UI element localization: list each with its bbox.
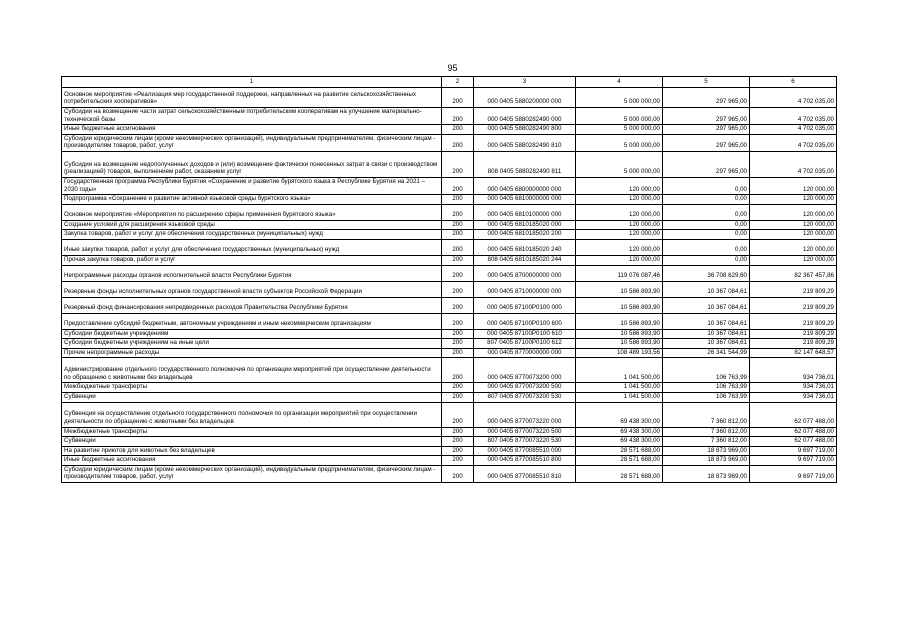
- table-row: [62, 465, 837, 482]
- row-unexecuted-cell: 934 736,01: [750, 358, 837, 383]
- row-approved-cell: 10 586 893,90: [576, 297, 663, 313]
- row-unexecuted-cell: 219 809,29: [750, 297, 837, 313]
- row-name-cell: Прочая закупка товаров, работ и услуг: [62, 255, 442, 265]
- row-unexecuted-cell: 219 809,29: [750, 339, 837, 349]
- row-executed-cell: 0,00: [663, 204, 750, 220]
- row-executed-cell: 10 367 084,61: [663, 329, 750, 339]
- row-name-cell: Субвенция на осуществление отдельного государственного полномочия по организации мероприятий при осуществлении деятельности по обращению с животными без владельцев: [62, 402, 442, 427]
- row-line-code-cell: 200: [442, 151, 474, 177]
- row-line-code-cell: 200: [442, 125, 474, 135]
- row-line-code-cell: 200: [442, 383, 474, 393]
- row-unexecuted-cell: 219 809,29: [750, 281, 837, 297]
- table-row: [62, 177, 837, 194]
- row-executed-cell: 7 360 812,00: [663, 402, 750, 427]
- row-name-cell: Межбюджетные трансферты: [62, 383, 442, 393]
- table-row: [62, 134, 837, 151]
- row-unexecuted-cell: 120 000,00: [750, 177, 837, 194]
- row-budget-code-cell: 000 0405 5880200000 000: [474, 88, 576, 108]
- row-line-code-cell: 200: [442, 348, 474, 358]
- row-name-cell: Создание условий для расширения языковой среды: [62, 220, 442, 230]
- row-executed-cell: 297 965,00: [663, 125, 750, 135]
- table-row: [62, 446, 837, 456]
- row-executed-cell: 10 367 084,61: [663, 313, 750, 329]
- table-row: [62, 265, 837, 281]
- row-budget-code-cell: 000 0405 8770085510 000: [474, 446, 576, 456]
- table-row: [62, 392, 837, 402]
- row-budget-code-cell: 000 0405 6810185020 000: [474, 220, 576, 230]
- row-approved-cell: 5 000 000,00: [576, 88, 663, 108]
- row-executed-cell: 10 367 084,61: [663, 281, 750, 297]
- row-unexecuted-cell: 82 367 457,86: [750, 265, 837, 281]
- row-name-cell: Субсидии на возмещение части затрат сельскохозяйственным потребительским кооперативам на улучшение материально-технической базы: [62, 108, 442, 125]
- row-line-code-cell: 200: [442, 220, 474, 230]
- row-approved-cell: 28 571 688,00: [576, 456, 663, 466]
- row-approved-cell: 10 586 893,90: [576, 329, 663, 339]
- row-executed-cell: 7 360 812,00: [663, 437, 750, 447]
- row-line-code-cell: 200: [442, 437, 474, 447]
- row-budget-code-cell: 000 0405 8770073220 000: [474, 402, 576, 427]
- table-row: [62, 125, 837, 135]
- row-executed-cell: 106 763,99: [663, 383, 750, 393]
- row-unexecuted-cell: 120 000,00: [750, 255, 837, 265]
- row-budget-code-cell: 000 0405 87100P0100 610: [474, 329, 576, 339]
- row-line-code-cell: 200: [442, 265, 474, 281]
- row-name-cell: Непрограммные расходы органов исполнительной власти Республики Бурятия: [62, 265, 442, 281]
- row-line-code-cell: 200: [442, 281, 474, 297]
- row-executed-cell: 7 360 812,00: [663, 427, 750, 437]
- row-budget-code-cell: 807 0405 8770073200 530: [474, 392, 576, 402]
- row-unexecuted-cell: 62 077 488,00: [750, 402, 837, 427]
- row-name-cell: Субсидии бюджетным учреждениям на иные цели: [62, 339, 442, 349]
- row-executed-cell: 106 763,99: [663, 392, 750, 402]
- header-cell-col5: 5: [663, 77, 750, 88]
- page-number: 95: [447, 63, 458, 73]
- table-row: [62, 204, 837, 220]
- row-executed-cell: 10 367 084,61: [663, 297, 750, 313]
- row-approved-cell: 1 041 500,00: [576, 383, 663, 393]
- row-approved-cell: 120 000,00: [576, 255, 663, 265]
- row-unexecuted-cell: 4 702 035,00: [750, 125, 837, 135]
- row-executed-cell: 0,00: [663, 255, 750, 265]
- table-row: [62, 329, 837, 339]
- table-row: [62, 313, 837, 329]
- row-line-code-cell: 200: [442, 402, 474, 427]
- header-cell-col1: 1: [62, 77, 442, 88]
- table-row: [62, 339, 837, 349]
- row-name-cell: Предоставление субсидий бюджетным, автономным учреждениям и иным некоммерческим организациям: [62, 313, 442, 329]
- row-executed-cell: 36 708 629,60: [663, 265, 750, 281]
- row-name-cell: Резервный фонд финансирования непредвиденных расходов Правительства Республики Бурятия: [62, 297, 442, 313]
- table-row: [62, 230, 837, 240]
- row-unexecuted-cell: 4 702 035,00: [750, 88, 837, 108]
- row-executed-cell: 297 965,00: [663, 108, 750, 125]
- row-budget-code-cell: 000 0405 8770085510 800: [474, 456, 576, 466]
- table-row: [62, 427, 837, 437]
- row-approved-cell: 120 000,00: [576, 204, 663, 220]
- header-row: [62, 77, 837, 88]
- row-budget-code-cell: 808 0405 5880282490 811: [474, 151, 576, 177]
- header-cell-col4: 4: [576, 77, 663, 88]
- row-line-code-cell: 200: [442, 239, 474, 255]
- row-budget-code-cell: 807 0405 87100P0100 612: [474, 339, 576, 349]
- row-name-cell: Иные закупки товаров, работ и услуг для обеспечения государственных (муниципальных) нужд: [62, 239, 442, 255]
- row-unexecuted-cell: 9 697 719,00: [750, 456, 837, 466]
- row-budget-code-cell: 000 0405 5880282490 800: [474, 125, 576, 135]
- header-cell-col3: 3: [474, 77, 576, 88]
- row-line-code-cell: 200: [442, 230, 474, 240]
- row-unexecuted-cell: 219 809,29: [750, 329, 837, 339]
- row-executed-cell: 26 341 544,99: [663, 348, 750, 358]
- row-executed-cell: 106 763,99: [663, 358, 750, 383]
- row-budget-code-cell: 000 0405 8770073200 000: [474, 358, 576, 383]
- row-line-code-cell: 200: [442, 392, 474, 402]
- table-row: [62, 437, 837, 447]
- row-unexecuted-cell: 9 697 719,00: [750, 446, 837, 456]
- row-approved-cell: 28 571 688,00: [576, 446, 663, 456]
- table-row: [62, 88, 837, 108]
- table-row: [62, 281, 837, 297]
- row-approved-cell: 108 489 193,56: [576, 348, 663, 358]
- row-executed-cell: 297 965,00: [663, 88, 750, 108]
- row-executed-cell: 0,00: [663, 220, 750, 230]
- table-row: [62, 255, 837, 265]
- row-approved-cell: 1 041 500,00: [576, 358, 663, 383]
- row-approved-cell: 69 438 300,00: [576, 402, 663, 427]
- row-budget-code-cell: 000 0405 8770000000 000: [474, 348, 576, 358]
- row-approved-cell: 5 000 000,00: [576, 134, 663, 151]
- row-budget-code-cell: 000 0405 8770073220 500: [474, 427, 576, 437]
- row-unexecuted-cell: 62 077 488,00: [750, 437, 837, 447]
- row-name-cell: Субвенции: [62, 392, 442, 402]
- row-name-cell: Субсидии юридическим лицам (кроме некоммерческих организаций), индивидуальным предпринимателям, физическим лицам - производителям товаров, работ, услуг: [62, 465, 442, 482]
- row-unexecuted-cell: 4 702 035,00: [750, 108, 837, 125]
- row-approved-cell: 120 000,00: [576, 220, 663, 230]
- row-line-code-cell: 200: [442, 177, 474, 194]
- row-name-cell: Субсидии на возмещение недополученных доходов и (или) возмещение фактически понесенных затрат в связи с производством (реализацией) товаров, выполнением работ, оказанием услуг: [62, 151, 442, 177]
- row-unexecuted-cell: 120 000,00: [750, 230, 837, 240]
- row-executed-cell: 18 873 969,00: [663, 465, 750, 482]
- row-name-cell: Основное мероприятие «Реализация мер государственной поддержки, направленных на развитие сельскохозяйственных потребительских кооперативов»: [62, 88, 442, 108]
- row-budget-code-cell: 000 0405 5880282490 810: [474, 134, 576, 151]
- row-unexecuted-cell: 4 702 035,00: [750, 151, 837, 177]
- row-line-code-cell: 200: [442, 108, 474, 125]
- row-executed-cell: 0,00: [663, 230, 750, 240]
- row-unexecuted-cell: 120 000,00: [750, 220, 837, 230]
- table-row: [62, 220, 837, 230]
- table-row: [62, 358, 837, 383]
- row-name-cell: Прочие непрограммные расходы: [62, 348, 442, 358]
- row-line-code-cell: 200: [442, 134, 474, 151]
- row-budget-code-cell: 000 0405 6810185020 240: [474, 239, 576, 255]
- row-line-code-cell: 200: [442, 427, 474, 437]
- table-row: [62, 151, 837, 177]
- row-budget-code-cell: 000 0405 8710000000 000: [474, 281, 576, 297]
- row-budget-code-cell: 000 0405 8700000000 000: [474, 265, 576, 281]
- row-name-cell: Резервные фонды исполнительных органов государственной власти субъектов Российской Федерации: [62, 281, 442, 297]
- header-cell-col2: 2: [442, 77, 474, 88]
- row-approved-cell: 69 438 300,00: [576, 427, 663, 437]
- row-budget-code-cell: 000 0405 8770073200 500: [474, 383, 576, 393]
- row-line-code-cell: 200: [442, 446, 474, 456]
- row-unexecuted-cell: 82 147 648,57: [750, 348, 837, 358]
- row-budget-code-cell: 000 0405 6810185020 200: [474, 230, 576, 240]
- row-budget-code-cell: 000 0405 6810100000 000: [474, 204, 576, 220]
- budget-execution-table: [61, 76, 837, 483]
- row-name-cell: Подпрограмма «Сохранение и развитие активной языковой среды бурятского языка»: [62, 195, 442, 205]
- row-unexecuted-cell: 120 000,00: [750, 239, 837, 255]
- row-line-code-cell: 200: [442, 329, 474, 339]
- row-approved-cell: 5 000 000,00: [576, 108, 663, 125]
- table-row: [62, 383, 837, 393]
- row-budget-code-cell: 000 0405 6800000000 000: [474, 177, 576, 194]
- row-approved-cell: 10 586 893,90: [576, 339, 663, 349]
- row-line-code-cell: 200: [442, 456, 474, 466]
- row-name-cell: Субвенции: [62, 437, 442, 447]
- row-approved-cell: 69 438 300,00: [576, 437, 663, 447]
- row-budget-code-cell: 000 0405 6810000000 000: [474, 195, 576, 205]
- table-row: [62, 297, 837, 313]
- row-budget-code-cell: 808 0405 6810185020 244: [474, 255, 576, 265]
- row-line-code-cell: 200: [442, 255, 474, 265]
- row-line-code-cell: 200: [442, 313, 474, 329]
- row-budget-code-cell: 000 0405 5880282490 000: [474, 108, 576, 125]
- row-approved-cell: 120 000,00: [576, 177, 663, 194]
- row-line-code-cell: 200: [442, 358, 474, 383]
- row-budget-code-cell: 000 0405 8770085510 810: [474, 465, 576, 482]
- row-approved-cell: 119 076 087,46: [576, 265, 663, 281]
- row-name-cell: Иные бюджетные ассигнования: [62, 125, 442, 135]
- row-unexecuted-cell: 9 697 719,00: [750, 465, 837, 482]
- row-name-cell: Государственная программа Республики Бурятия «Сохранение и развитие бурятского языка в Республике Бурятия на 2021 – 2030 годы»: [62, 177, 442, 194]
- row-executed-cell: 18 873 969,00: [663, 446, 750, 456]
- row-approved-cell: 5 000 000,00: [576, 151, 663, 177]
- row-approved-cell: 5 000 000,00: [576, 125, 663, 135]
- row-unexecuted-cell: 120 000,00: [750, 195, 837, 205]
- row-approved-cell: 1 041 500,00: [576, 392, 663, 402]
- row-name-cell: Иные бюджетные ассигнования: [62, 456, 442, 466]
- row-executed-cell: 0,00: [663, 177, 750, 194]
- row-name-cell: Субсидии юридическим лицам (кроме некоммерческих организаций), индивидуальным предпринимателям, физическим лицам - производителям товаров, работ, услуг: [62, 134, 442, 151]
- row-name-cell: Межбюджетные трансферты: [62, 427, 442, 437]
- row-name-cell: Основное мероприятие «Мероприятия по расширению сферы применения бурятского языка»: [62, 204, 442, 220]
- row-line-code-cell: 200: [442, 204, 474, 220]
- row-approved-cell: 120 000,00: [576, 239, 663, 255]
- row-executed-cell: 0,00: [663, 195, 750, 205]
- row-approved-cell: 10 586 893,90: [576, 281, 663, 297]
- row-unexecuted-cell: 934 736,01: [750, 392, 837, 402]
- row-line-code-cell: 200: [442, 339, 474, 349]
- row-approved-cell: 28 571 688,00: [576, 465, 663, 482]
- row-unexecuted-cell: 62 077 488,00: [750, 427, 837, 437]
- row-name-cell: Закупка товаров, работ и услуг для обеспечения государственных (муниципальных) нужд: [62, 230, 442, 240]
- table-row: [62, 239, 837, 255]
- row-unexecuted-cell: 120 000,00: [750, 204, 837, 220]
- row-approved-cell: 120 000,00: [576, 195, 663, 205]
- row-executed-cell: 10 367 084,61: [663, 339, 750, 349]
- row-budget-code-cell: 000 0405 87100P0100 000: [474, 297, 576, 313]
- row-budget-code-cell: 000 0405 87100P0100 600: [474, 313, 576, 329]
- table-row: [62, 195, 837, 205]
- table-row: [62, 402, 837, 427]
- row-name-cell: Администрирование отдельного государственного полномочия по организации мероприятий при осуществлении деятельности по обращению с животными без владельцев: [62, 358, 442, 383]
- row-budget-code-cell: 807 0405 8770073220 530: [474, 437, 576, 447]
- row-line-code-cell: 200: [442, 195, 474, 205]
- row-line-code-cell: 200: [442, 297, 474, 313]
- table-row: [62, 456, 837, 466]
- row-executed-cell: 18 873 969,00: [663, 456, 750, 466]
- row-unexecuted-cell: 4 702 035,00: [750, 134, 837, 151]
- header-cell-col6: 6: [750, 77, 837, 88]
- table-row: [62, 348, 837, 358]
- row-name-cell: Субсидии бюджетным учреждениям: [62, 329, 442, 339]
- row-line-code-cell: 200: [442, 465, 474, 482]
- row-line-code-cell: 200: [442, 88, 474, 108]
- row-unexecuted-cell: 219 809,29: [750, 313, 837, 329]
- row-executed-cell: 0,00: [663, 239, 750, 255]
- row-approved-cell: 120 000,00: [576, 230, 663, 240]
- row-name-cell: На развитие приютов для животных без владельцев: [62, 446, 442, 456]
- row-executed-cell: 297 965,00: [663, 134, 750, 151]
- table-row: [62, 108, 837, 125]
- row-unexecuted-cell: 934 736,01: [750, 383, 837, 393]
- row-executed-cell: 297 965,00: [663, 151, 750, 177]
- row-approved-cell: 10 586 893,90: [576, 313, 663, 329]
